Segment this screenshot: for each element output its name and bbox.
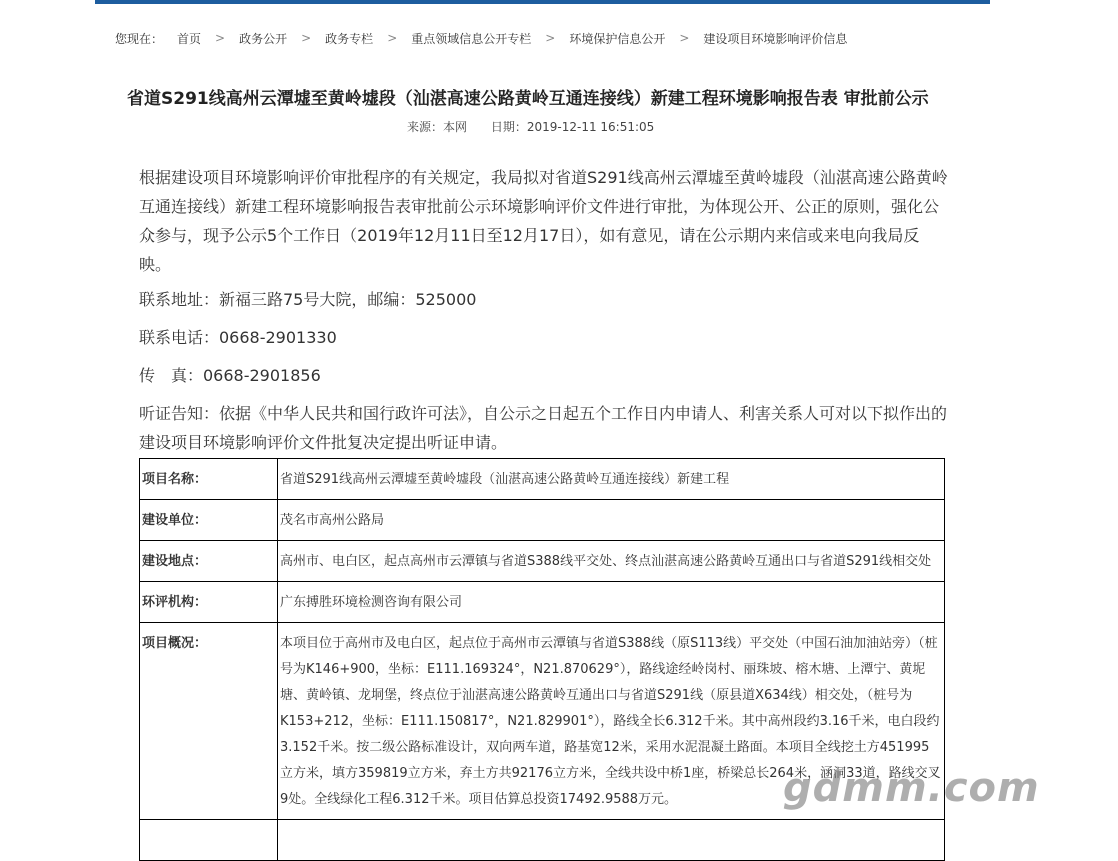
breadcrumb-separator: > — [545, 31, 556, 45]
watermark: gdmm.com — [783, 765, 1040, 811]
article-title: 省道S291线高州云潭墟至黄岭墟段（汕湛高速公路黄岭互通连接线）新建工程环境影响报告表 审批前公示 — [127, 89, 929, 109]
article-date: 日期：2019-12-11 16:51:05 — [490, 120, 655, 134]
table-value-empty — [278, 820, 945, 861]
breadcrumb — [115, 29, 847, 47]
table-value: 省道S291线高州云潭墟至黄岭墟段（汕湛高速公路黄岭互通连接线）新建工程 — [278, 459, 945, 500]
contact-phone: 联系电话：0668-2901330 — [139, 328, 337, 347]
breadcrumb-separator: > — [215, 31, 226, 45]
table-value: 茂名市高州公路局 — [278, 500, 945, 541]
contact-address: 联系地址：新福三路75号大院，邮编：525000 — [139, 290, 477, 309]
breadcrumb-home[interactable]: 首页 — [177, 31, 202, 46]
table-row — [140, 459, 945, 500]
table-key: 建设单位： — [140, 500, 278, 541]
table-row — [140, 820, 945, 861]
table-key-empty — [140, 820, 278, 861]
table-value: 广东搏胜环境检测咨询有限公司 — [278, 582, 945, 623]
breadcrumb-separator: > — [301, 31, 312, 45]
breadcrumb-key-areas[interactable]: 重点领域信息公开专栏 — [411, 31, 532, 46]
breadcrumb-eia-info[interactable]: 建设项目环境影响评价信息 — [703, 31, 848, 46]
table-row — [140, 541, 945, 582]
table-row — [140, 500, 945, 541]
breadcrumb-separator: > — [387, 31, 398, 45]
breadcrumb-gov-column[interactable]: 政务专栏 — [325, 31, 374, 46]
article-body — [139, 163, 949, 466]
table-key: 环评机构： — [140, 582, 278, 623]
breadcrumb-label: 您现在： — [115, 31, 164, 46]
breadcrumb-gov-affairs[interactable]: 政务公开 — [239, 31, 288, 46]
table-key: 项目名称： — [140, 459, 278, 500]
top-accent-bar — [95, 0, 990, 4]
breadcrumb-separator: > — [679, 31, 690, 45]
article-source: 来源：本网 — [407, 120, 468, 134]
contact-fax: 传 真：0668-2901856 — [139, 366, 321, 385]
table-key: 项目概况： — [140, 623, 278, 820]
table-value: 高州市、电白区，起点高州市云潭镇与省道S388线平交处、终点汕湛高速公路黄岭互通出口与省道S291线相交处 — [278, 541, 945, 582]
table-row — [140, 582, 945, 623]
hearing-notice: 听证告知：依据《中华人民共和国行政许可法》，自公示之日起五个工作日内申请人、利害关系人可对以下拟作出的建设项目环境影响评价文件批复决定提出听证申请。 — [139, 404, 948, 452]
table-key: 建设地点： — [140, 541, 278, 582]
table-value: 本项目位于高州市及电白区，起点位于高州市云潭镇与省道S388线（原S113线）平交处（中国石油加油站旁）（桩号为K146+900，坐标：E111.169324°，N21.870629°），路线途经岭岗村、丽珠坡、榕木塘、上潭宁、黄坭塘、黄岭镇、龙垌堡，终点位于汕湛高速公路黄岭互通出口与省道S291线（原县道X634线）相交处，（桩号为 K153+212，坐标：E111.150817°，N21.829901°），路线全长6.312千米。其中高州段约3.16千米，电白段约3.152千米。按二级公路标准设计，双向两车道，路基宽12米，采用水泥混凝土路面。本项目全线挖土方451995立方米，填方359819立方米，弃土方共92176立方米，全线共设中桥1座，桥梁总长264米，涵洞33道，路线交叉9处。全线绿化工程6.312千米。项目估算总投资17492.9588万元。 — [278, 623, 945, 820]
breadcrumb-env-protection[interactable]: 环境保护信息公开 — [569, 31, 666, 46]
article-meta — [407, 118, 674, 135]
intro-paragraph: 根据建设项目环境影响评价审批程序的有关规定，我局拟对省道S291线高州云潭墟至黄岭墟段（汕湛高速公路黄岭互通连接线）新建工程环境影响报告表审批前公示环境影响评价文件进行审批，为体现公开、公正的原则，强化公众参与，现予公示5个工作日（2019年12月11日至12月17日），如有意见，请在公示期内来信或来电向我局反映。 — [139, 168, 948, 274]
